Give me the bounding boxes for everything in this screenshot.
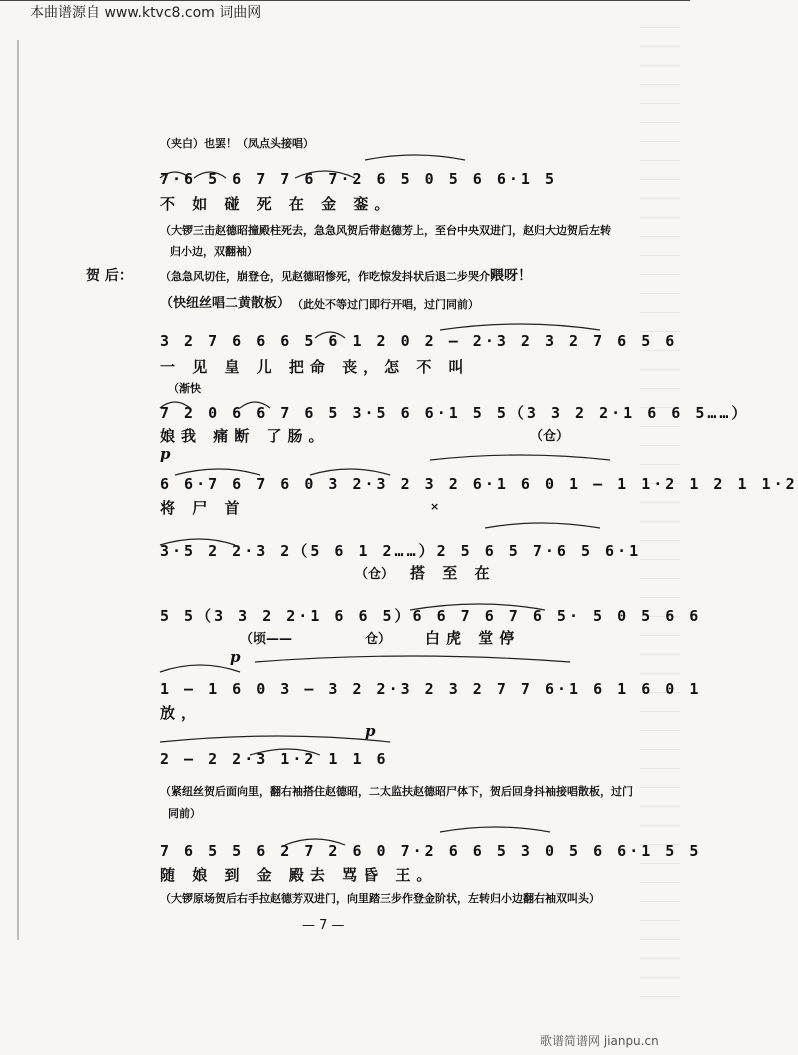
line8-lyrics: 随 娘 到 金 殿去 骂昏 王。 bbox=[160, 866, 438, 884]
line3-lyrics: 将 尸 首 bbox=[160, 499, 246, 517]
top-border bbox=[0, 0, 690, 1]
line6-notes: 1 – 1 6 0 3 – 3 2 2·3 2 3 2 7 7 6·1 6 1 6 0 1 bbox=[160, 680, 702, 698]
line3-dynamic: p bbox=[160, 445, 171, 463]
line5-cang: 仓） bbox=[365, 632, 392, 647]
tempo-mark: （快纽丝唱二黄散板） bbox=[160, 296, 291, 311]
line5-lyrics: 白虎 堂停 bbox=[425, 629, 521, 647]
line4-cang: （仓） bbox=[355, 567, 395, 582]
line5-notes: 5 5（3 3 2 2·1 6 6 5）6 6 7 6 7 6 5· 5 0 5 6 6 bbox=[160, 607, 702, 625]
site-header: 本曲谱源自 www.ktvc8.com 词曲网 bbox=[30, 5, 262, 21]
line6-lyrics: 放， bbox=[160, 704, 203, 722]
sec1-direction-2: 归小边，双翻袖） bbox=[170, 245, 258, 258]
line7-direction-1: （紧纽丝贺后面向里，翻右袖搭住赵德昭，二太监扶赵德昭尸体下，贺后回身抖袖接唱散板，过门 bbox=[160, 785, 633, 798]
scan-noise bbox=[640, 20, 680, 1010]
speaker-label: 贺 后： bbox=[86, 268, 133, 284]
line1-lyrics: 一 见 皇 儿 把命 丧，怎 不 叫 bbox=[160, 358, 470, 376]
line4-lyrics: 搭 至 在 bbox=[410, 564, 496, 582]
speaker-cue: （急急风切住，崩登仓，见赵德昭惨死，作吃惊发抖状后退二步哭介） bbox=[160, 270, 501, 283]
line2-tempo-mark: （渐快 bbox=[168, 382, 201, 395]
line8-notes: 7 6 5 5 6 2 7 2 6 0 7·2 6 6 5 3 0 5 6 6·1 5 5 bbox=[160, 842, 702, 860]
sec1-cue: （夹白）也罢！（凤点头接唱） bbox=[160, 137, 314, 150]
line2-notes: 7 2 0 6 6 7 6 5 3·5 6 6·1 5 5（3 3 2 2·1 6 6 5……） bbox=[160, 404, 750, 422]
line7-notes: 2 – 2 2·3 1·2 1 1 6 bbox=[160, 750, 389, 768]
speaker-cry: 喂呀！ bbox=[490, 268, 532, 284]
sec1-lyrics: 不 如 碰 死 在 金 銮。 bbox=[160, 195, 396, 213]
line7-direction-2: 同前） bbox=[168, 807, 201, 820]
line7-dynamic: p bbox=[365, 722, 376, 740]
line6-dynamic: p bbox=[230, 648, 241, 666]
left-margin-rule bbox=[17, 40, 19, 940]
line3-mark: × bbox=[430, 500, 440, 513]
footer-watermark: 歌谱简谱网 jianpu.cn bbox=[540, 1034, 659, 1048]
line2-lyrics: 娘我 痛断 了肠。 bbox=[160, 427, 330, 445]
tempo-note: （此处不等过门即行开唱，过门同前） bbox=[292, 298, 479, 311]
line2-cang: （仓） bbox=[530, 429, 570, 444]
sec1-notes: 7·6 5 6 7 7 6 7·2 6 5 0 5 6 6·1 5 bbox=[160, 170, 558, 188]
line1-notes: 3 2 7 6 6 6 5 6 1 2 0 2 – 2·3 2 3 2 7 6 5 6 bbox=[160, 332, 678, 350]
line3-notes: 6 6·7 6 7 6 0 3 2·3 2 3 2 6·1 6 0 1 – 1 1·2 1 2 1 1·2 bbox=[160, 475, 798, 493]
page-number: — 7 — bbox=[302, 918, 345, 933]
line5-qing: （顷—— bbox=[240, 632, 293, 647]
line8-direction: （大锣原场贺后右手拉赵德芳双进门，向里踏三步作登金阶状，左转归小边翻右袖双叫头） bbox=[160, 892, 600, 905]
sec1-direction-1: （大锣三击赵德昭撞殿柱死去，急急风贺后带赵德芳上，至台中央双进门，赵归大边贺后左转 bbox=[160, 224, 611, 237]
line4-notes: 3·5 2 2·3 2（5 6 1 2……）2 5 6 5 7·6 5 6·1 bbox=[160, 542, 642, 560]
